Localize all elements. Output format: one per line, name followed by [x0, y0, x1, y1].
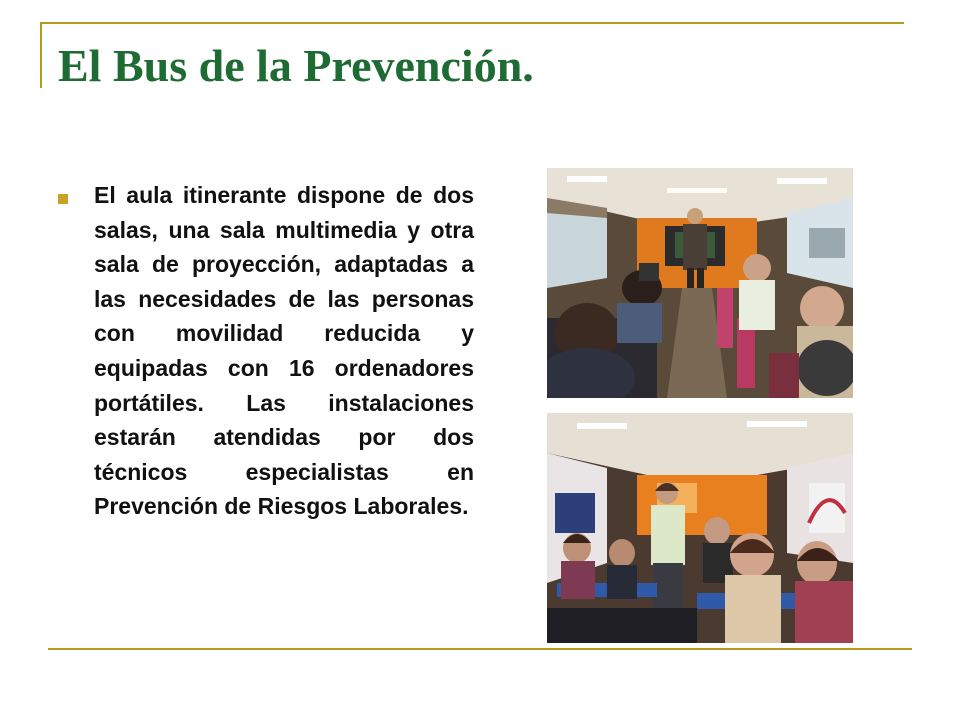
- bus-interior-photo-2-drawing: [547, 413, 853, 643]
- top-rule: [40, 22, 904, 24]
- bullet-item-text: El aula itinerante dispone de dos salas, una sala multimedia y otra sala de proyección, adaptadas a las necesidades de las personas con movilidad reducida y equipadas con 16 ordenadores portátiles. Las instalaciones estarán atendidas por dos técnicos especialistas en Prevención de Riesgos Laborales.: [94, 182, 474, 520]
- bus-interior-photo-1: [547, 168, 853, 398]
- bus-interior-photo-2: [547, 413, 853, 643]
- slide-title: El Bus de la Prevención.: [58, 40, 534, 91]
- left-rule: [40, 22, 42, 88]
- bottom-rule: [48, 648, 912, 650]
- square-bullet-icon: [58, 194, 68, 204]
- bus-interior-photo-1-drawing: [547, 168, 853, 398]
